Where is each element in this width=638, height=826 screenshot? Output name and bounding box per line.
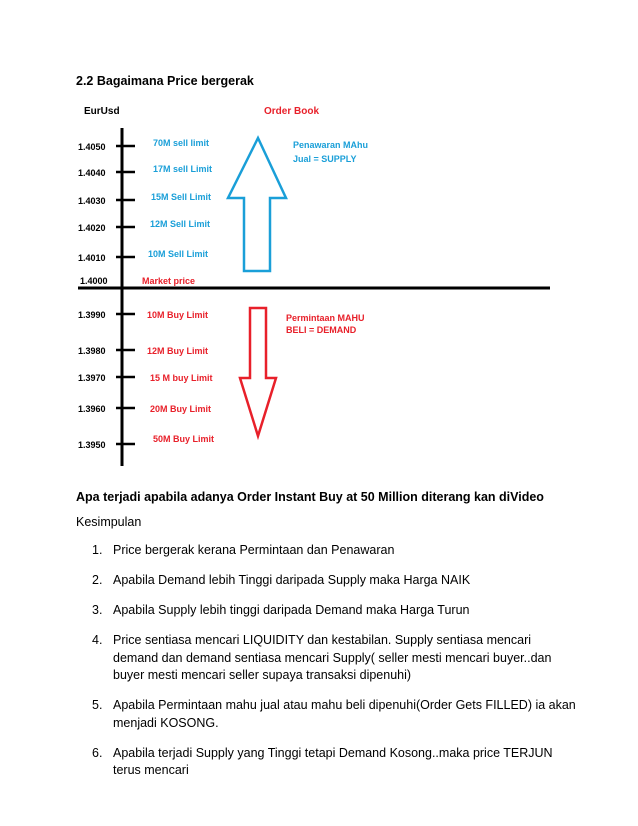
conclusion-item-text: Price sentiasa mencari LIQUIDITY dan kestabilan. Supply sentiasa mencari demand dan demand sentiasa mencari Supply( seller mesti mencari buyer..dan buyer mesti mencari seller supaya transaksi dipenuhi) bbox=[113, 633, 552, 682]
conclusion-item bbox=[76, 697, 576, 732]
kesimpulan-label: Kesimpulan bbox=[76, 515, 142, 529]
market-price-value: 1.4000 bbox=[80, 276, 108, 286]
sell-price-label: 1.4020 bbox=[78, 223, 106, 233]
sell-order-label: 15M Sell Limit bbox=[151, 192, 212, 202]
orderbook-label: Order Book bbox=[264, 106, 320, 117]
sell-order-label: 12M Sell Limit bbox=[150, 219, 211, 229]
demand-text-line2: BELI = DEMAND bbox=[286, 325, 357, 335]
conclusion-list bbox=[76, 542, 576, 792]
conclusion-item bbox=[76, 632, 576, 685]
section-heading: 2.2 Bagaimana Price bergerak bbox=[76, 74, 254, 88]
conclusion-item-text: Apabila Demand lebih Tinggi daripada Supply maka Harga NAIK bbox=[113, 573, 471, 587]
buy-order-label: 50M Buy Limit bbox=[153, 434, 215, 444]
conclusion-item-number: 4. bbox=[92, 633, 103, 647]
demand-down-arrow-icon bbox=[240, 308, 276, 436]
sell-order-label: 10M Sell Limit bbox=[148, 249, 209, 259]
buy-price-label: 1.3960 bbox=[78, 404, 106, 414]
buy-price-label: 1.3950 bbox=[78, 440, 106, 450]
conclusion-item-number: 2. bbox=[92, 573, 103, 587]
buy-side bbox=[78, 310, 214, 450]
sell-price-label: 1.4010 bbox=[78, 253, 106, 263]
sell-order-label: 17M sell Limit bbox=[153, 164, 213, 174]
conclusion-item-text: Price bergerak kerana Permintaan dan Penawaran bbox=[113, 543, 395, 557]
buy-price-label: 1.3990 bbox=[78, 310, 106, 320]
sell-side bbox=[78, 138, 212, 263]
supply-text-line1: Penawaran MAhu bbox=[293, 140, 369, 150]
conclusion-item-number: 1. bbox=[92, 543, 103, 557]
buy-order-label: 15 M buy Limit bbox=[150, 373, 213, 383]
sell-order-label: 70M sell limit bbox=[153, 138, 210, 148]
sell-price-label: 1.4050 bbox=[78, 142, 106, 152]
conclusion-item bbox=[76, 572, 576, 590]
conclusion-item-number: 5. bbox=[92, 698, 103, 712]
pair-label: EurUsd bbox=[84, 106, 120, 117]
conclusion-item-text: Apabila Permintaan mahu jual atau mahu beli dipenuhi(Order Gets FILLED) ia akan menjadi KOSONG. bbox=[113, 698, 576, 730]
demand-text-line1: Permintaan MAHU bbox=[286, 313, 365, 323]
conclusion-item-number: 6. bbox=[92, 745, 103, 760]
buy-order-label: 10M Buy Limit bbox=[147, 310, 209, 320]
sell-price-label: 1.4040 bbox=[78, 168, 106, 178]
supply-text-line2: Jual = SUPPLY bbox=[293, 154, 357, 164]
conclusion-item bbox=[76, 602, 576, 620]
buy-price-label: 1.3980 bbox=[78, 346, 106, 356]
conclusion-item-text: Apabila terjadi Supply yang Tinggi tetapi Demand Kosong..maka price TERJUN terus mencari bbox=[113, 745, 553, 777]
supply-up-arrow-icon bbox=[228, 138, 286, 271]
conclusion-item bbox=[76, 542, 576, 560]
question-text: Apa terjadi apabila adanya Order Instant Buy at 50 Million diterang kan diVideo bbox=[76, 490, 544, 504]
buy-order-label: 12M Buy Limit bbox=[147, 346, 209, 356]
conclusion-item bbox=[76, 745, 576, 780]
buy-price-label: 1.3970 bbox=[78, 373, 106, 383]
market-price-label: Market price bbox=[142, 276, 196, 286]
sell-price-label: 1.4030 bbox=[78, 196, 106, 206]
order-book-diagram bbox=[0, 96, 638, 476]
conclusion-item-number: 3. bbox=[92, 603, 103, 617]
conclusion-item-text: Apabila Supply lebih tinggi daripada Demand maka Harga Turun bbox=[113, 603, 470, 617]
buy-order-label: 20M Buy Limit bbox=[150, 404, 212, 414]
